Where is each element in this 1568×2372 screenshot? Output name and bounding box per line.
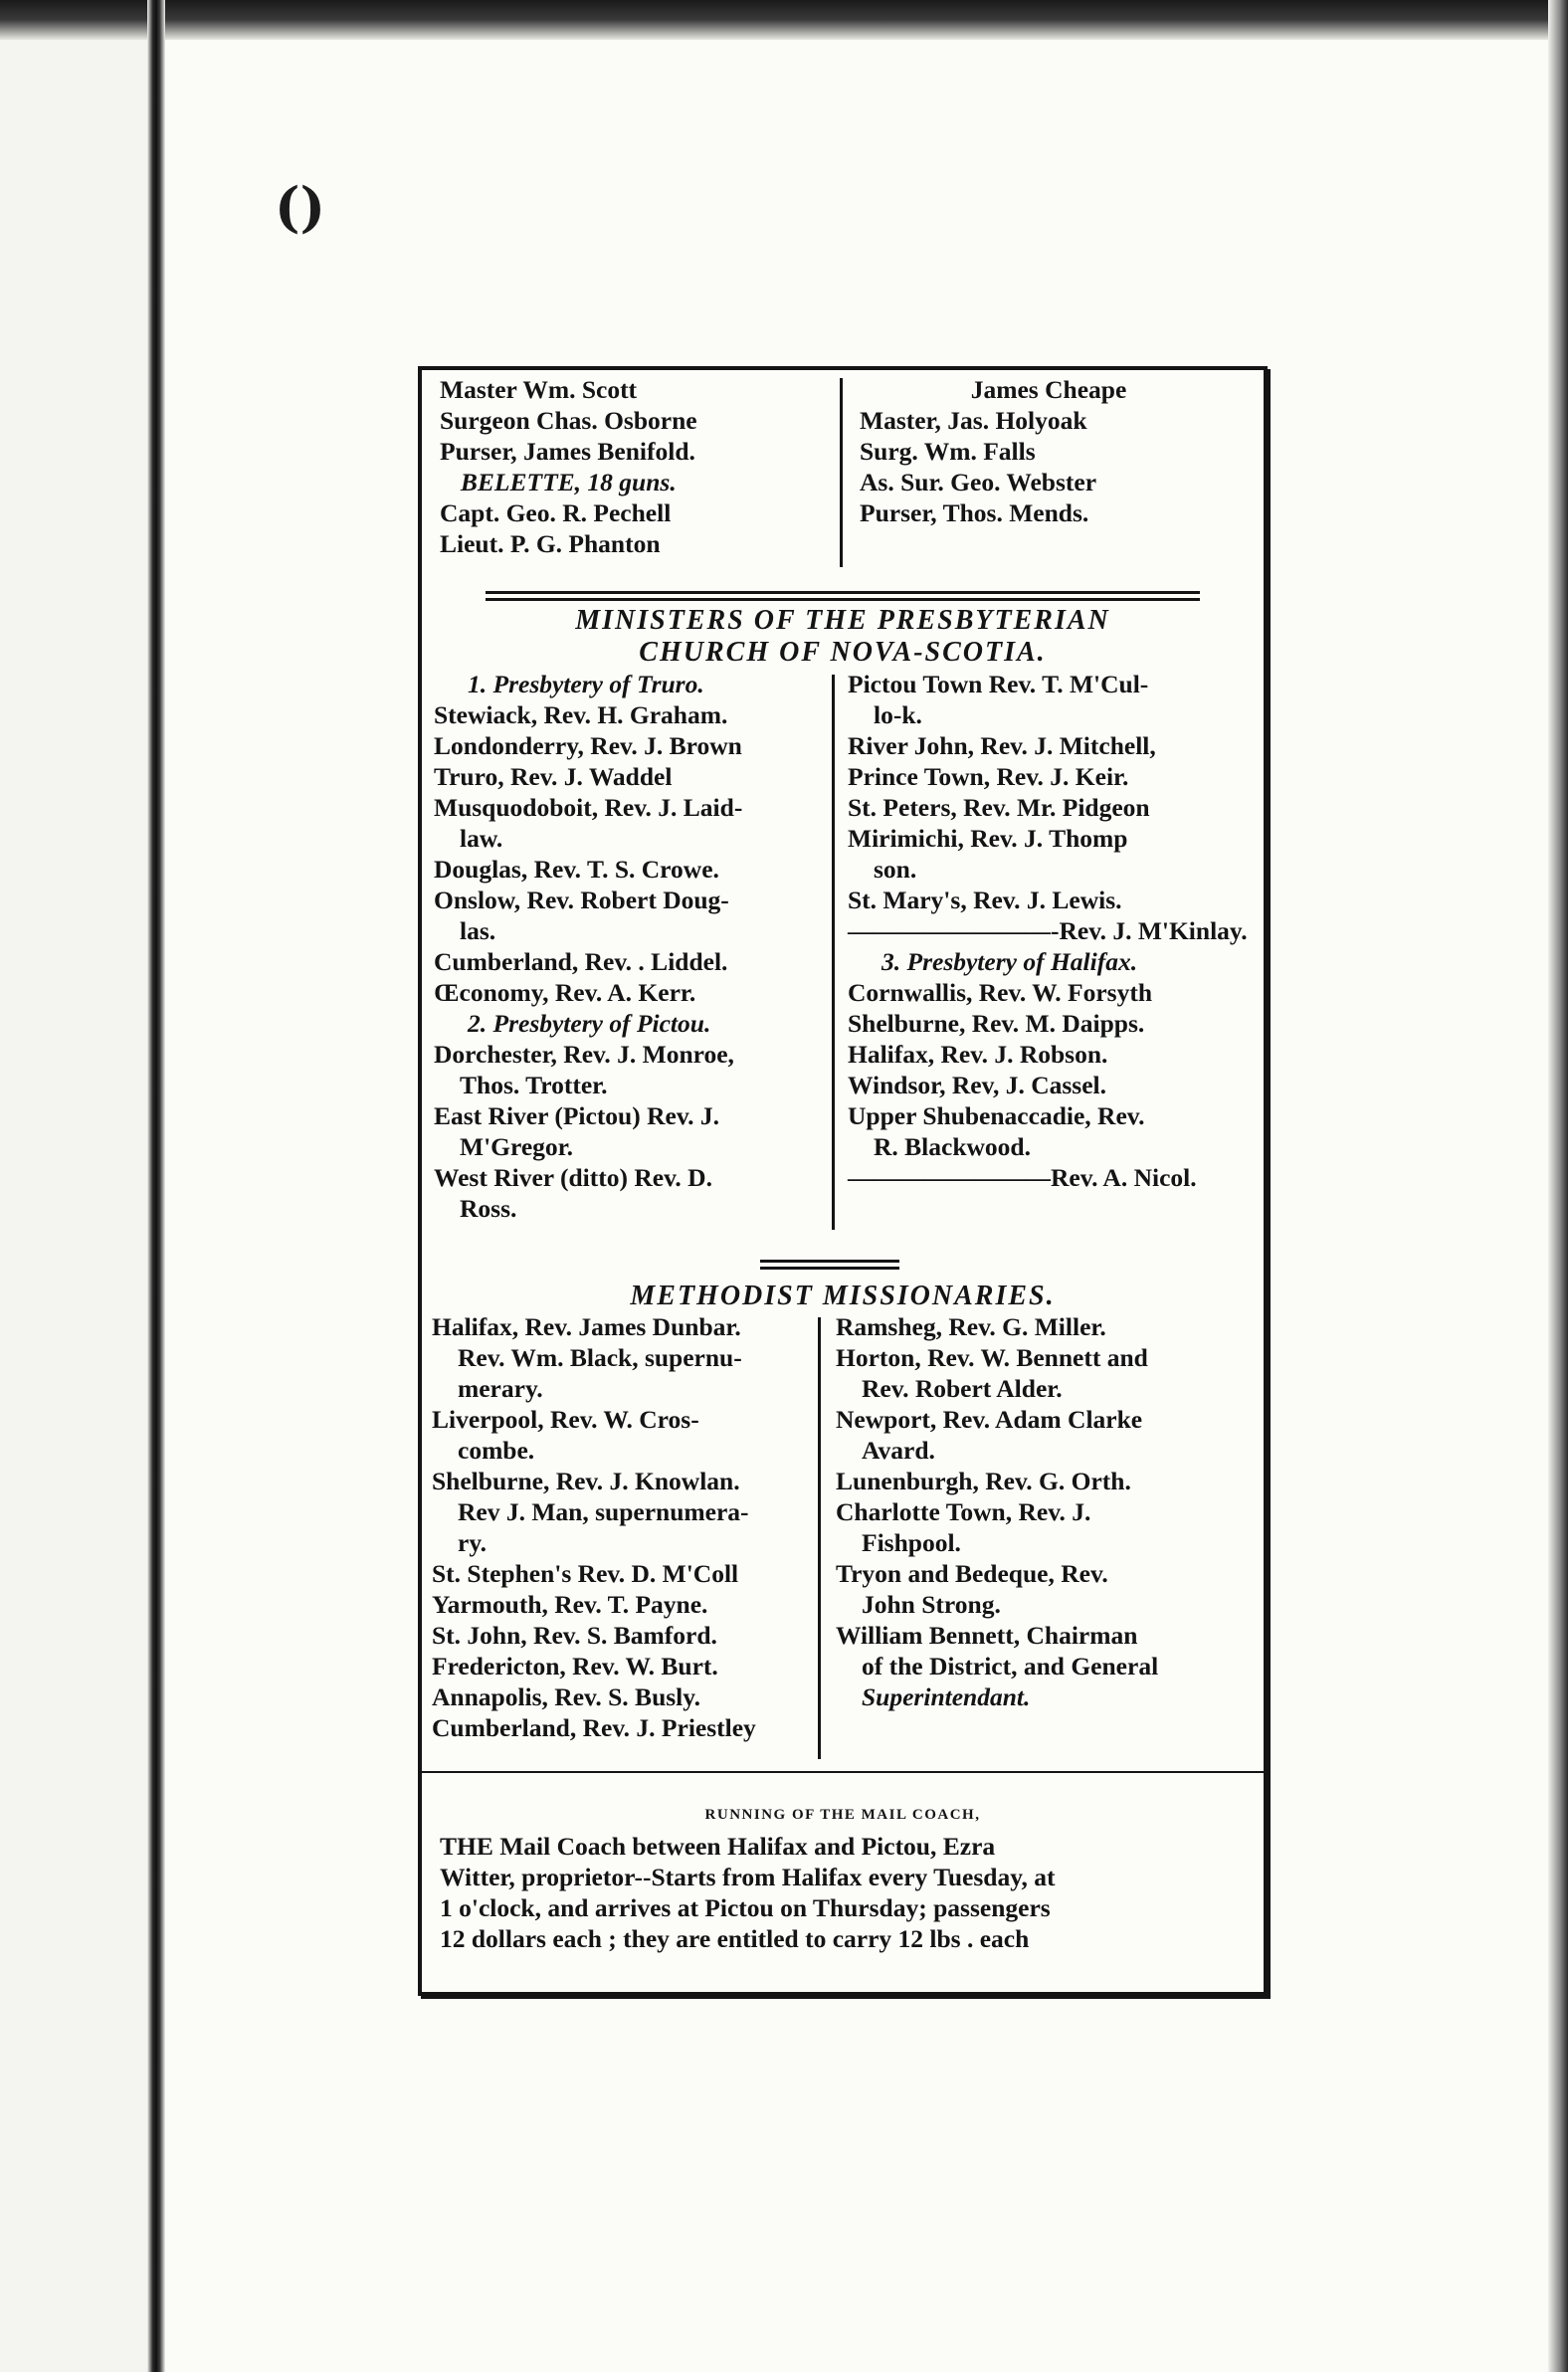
entry-line: East River (Pictou) Rev. J.	[434, 1101, 720, 1130]
notice-line: 1 o'clock, and arrives at Pictou on Thursday; passengers	[440, 1893, 1051, 1922]
entry-line: ————————Rev. A. Nicol.	[848, 1163, 1197, 1192]
navy-line: As. Sur. Geo. Webster	[860, 468, 1097, 496]
page-mark: ()	[275, 175, 326, 239]
entry-line: Truro, Rev. J. Waddel	[434, 762, 673, 791]
entry-line: Liverpool, Rev. W. Cros-	[432, 1405, 699, 1434]
entry-line: Rev J. Man, supernumera-	[458, 1497, 749, 1526]
entry-line: ————————-Rev. J. M'Kinlay.	[848, 916, 1248, 945]
entry-line: Superintendant.	[862, 1682, 1031, 1711]
entry-line: R. Blackwood.	[874, 1132, 1031, 1161]
presbyterian-left-column	[434, 669, 742, 1224]
navy-left-column	[440, 374, 697, 559]
notice-line: 12 dollars each ; they are entitled to carry 12 lbs . each	[440, 1924, 1030, 1953]
entry-line: William Bennett, Chairman	[836, 1621, 1138, 1650]
entry-line: Fishpool.	[862, 1528, 961, 1557]
entry-line: Douglas, Rev. T. S. Crowe.	[434, 855, 719, 884]
heading-line: CHURCH OF NOVA-SCOTIA.	[639, 637, 1047, 668]
mail-coach-notice	[440, 1831, 1248, 1954]
entry-line: Stewiack, Rev. H. Graham.	[434, 700, 728, 729]
entry-line: Thos. Trotter.	[460, 1071, 608, 1099]
methodist-right-column	[836, 1311, 1158, 1712]
entry-line: Annapolis, Rev. S. Busly.	[432, 1682, 700, 1711]
entry-line: River John, Rev. J. Mitchell,	[848, 731, 1156, 760]
entry-line: Londonderry, Rev. J. Brown	[434, 731, 742, 760]
navy-line: Lieut. P. G. Phanton	[440, 529, 661, 558]
entry-line: Upper Shubenaccadie, Rev.	[848, 1101, 1145, 1130]
entry-line: Horton, Rev. W. Bennett and	[836, 1343, 1148, 1372]
entry-line: Rev. Wm. Black, supernu-	[458, 1343, 742, 1372]
entry-line: law.	[460, 824, 503, 853]
heading-line: MINISTERS OF THE PRESBYTERIAN	[575, 605, 1110, 636]
entry-line: combe.	[458, 1436, 535, 1465]
presbytery-subheading: 2. Presbytery of Pictou.	[468, 1009, 711, 1038]
column-rule	[832, 675, 835, 1230]
entry-line: ry.	[458, 1528, 488, 1557]
entry-line: Shelburne, Rev. M. Daipps.	[848, 1009, 1145, 1038]
almanac-frame	[418, 366, 1268, 1996]
ship-name: BELETTE	[460, 468, 575, 496]
methodist-heading: METHODIST MISSIONARIES.	[630, 1281, 1056, 1311]
entry-line: Ramsheg, Rev. G. Miller.	[836, 1312, 1106, 1341]
entry-line: merary.	[458, 1374, 543, 1403]
entry-line: John Strong.	[862, 1590, 1001, 1619]
entry-line: Lunenburgh, Rev. G. Orth.	[836, 1467, 1131, 1495]
page-top-edge	[0, 0, 1568, 40]
navy-line: Purser, James Benifold.	[440, 437, 695, 466]
entry-line: Charlotte Town, Rev. J.	[836, 1497, 1091, 1526]
book-spine	[147, 0, 165, 2372]
navy-line: Surg. Wm. Falls	[860, 437, 1036, 466]
navy-line: Purser, Thos. Mends.	[860, 498, 1089, 527]
entry-line: las.	[460, 916, 496, 945]
entry-line: lo-k.	[874, 700, 922, 729]
entry-line: Mirimichi, Rev. J. Thomp	[848, 824, 1128, 853]
entry-line: Fredericton, Rev. W. Burt.	[432, 1652, 718, 1680]
entry-line: Cumberland, Rev. J. Priestley	[432, 1713, 756, 1742]
entry-line: M'Gregor.	[460, 1132, 574, 1161]
entry-line: St. Peters, Rev. Mr. Pidgeon	[848, 793, 1150, 822]
entry-line: Cumberland, Rev. . Liddel.	[434, 947, 728, 976]
presbyterian-heading	[422, 605, 1264, 669]
presbytery-subheading: 3. Presbytery of Halifax.	[882, 947, 1138, 976]
entry-line: Tryon and Bedeque, Rev.	[836, 1559, 1108, 1588]
presbytery-subheading: 1. Presbytery of Truro.	[468, 670, 704, 698]
page-right-edge	[1548, 0, 1568, 2372]
mail-coach-title: RUNNING OF THE MAIL COACH,	[704, 1807, 981, 1823]
entry-line: Halifax, Rev. J. Robson.	[848, 1040, 1108, 1069]
navy-line: Surgeon Chas. Osborne	[440, 406, 697, 435]
navy-line: James Cheape	[970, 375, 1127, 404]
entry-line: Avard.	[862, 1436, 935, 1465]
entry-line: St. Mary's, Rev. J. Lewis.	[848, 886, 1122, 914]
entry-line: of the District, and General	[862, 1652, 1159, 1680]
entry-line: Cornwallis, Rev. W. Forsyth	[848, 978, 1153, 1007]
column-rule	[840, 378, 843, 567]
entry-line: Halifax, Rev. James Dunbar.	[432, 1312, 741, 1341]
notice-line: Witter, proprietor--Starts from Halifax every Tuesday, at	[440, 1863, 1056, 1891]
ship-guns: , 18 guns.	[574, 468, 677, 496]
left-page-leaf	[0, 40, 147, 2372]
entry-line: Pictou Town Rev. T. M'Cul-	[848, 670, 1149, 698]
column-rule	[818, 1317, 821, 1759]
methodist-left-column	[432, 1311, 756, 1743]
entry-line: St. John, Rev. S. Bamford.	[432, 1621, 717, 1650]
entry-line: Windsor, Rev, J. Cassel.	[848, 1071, 1107, 1099]
entry-line: Rev. Robert Alder.	[862, 1374, 1063, 1403]
presbyterian-right-column	[848, 669, 1248, 1193]
ship-heading	[440, 467, 697, 497]
notice-line: THE Mail Coach between Halifax and Pictou, Ezra	[440, 1832, 996, 1861]
navy-line: Master Wm. Scott	[440, 375, 638, 404]
section-divider	[486, 591, 1200, 601]
navy-right-column	[860, 374, 1238, 528]
entry-line: West River (ditto) Rev. D.	[434, 1163, 712, 1192]
entry-line: Dorchester, Rev. J. Monroe,	[434, 1040, 734, 1069]
entry-line: Musquodoboit, Rev. J. Laid-	[434, 793, 743, 822]
entry-line: son.	[874, 855, 917, 884]
section-divider	[760, 1260, 899, 1270]
entry-line: Yarmouth, Rev. T. Payne.	[432, 1590, 708, 1619]
entry-line: Ross.	[460, 1194, 517, 1223]
entry-line: Prince Town, Rev. J. Keir.	[848, 762, 1129, 791]
entry-line: Newport, Rev. Adam Clarke	[836, 1405, 1143, 1434]
section-divider	[422, 1771, 1264, 1773]
navy-line: Master, Jas. Holyoak	[860, 406, 1087, 435]
entry-line: Œconomy, Rev. A. Kerr.	[434, 978, 696, 1007]
entry-line: Shelburne, Rev. J. Knowlan.	[432, 1467, 740, 1495]
entry-line: St. Stephen's Rev. D. M'Coll	[432, 1559, 739, 1588]
navy-line: Capt. Geo. R. Pechell	[440, 498, 672, 527]
entry-line: Onslow, Rev. Robert Doug-	[434, 886, 729, 914]
